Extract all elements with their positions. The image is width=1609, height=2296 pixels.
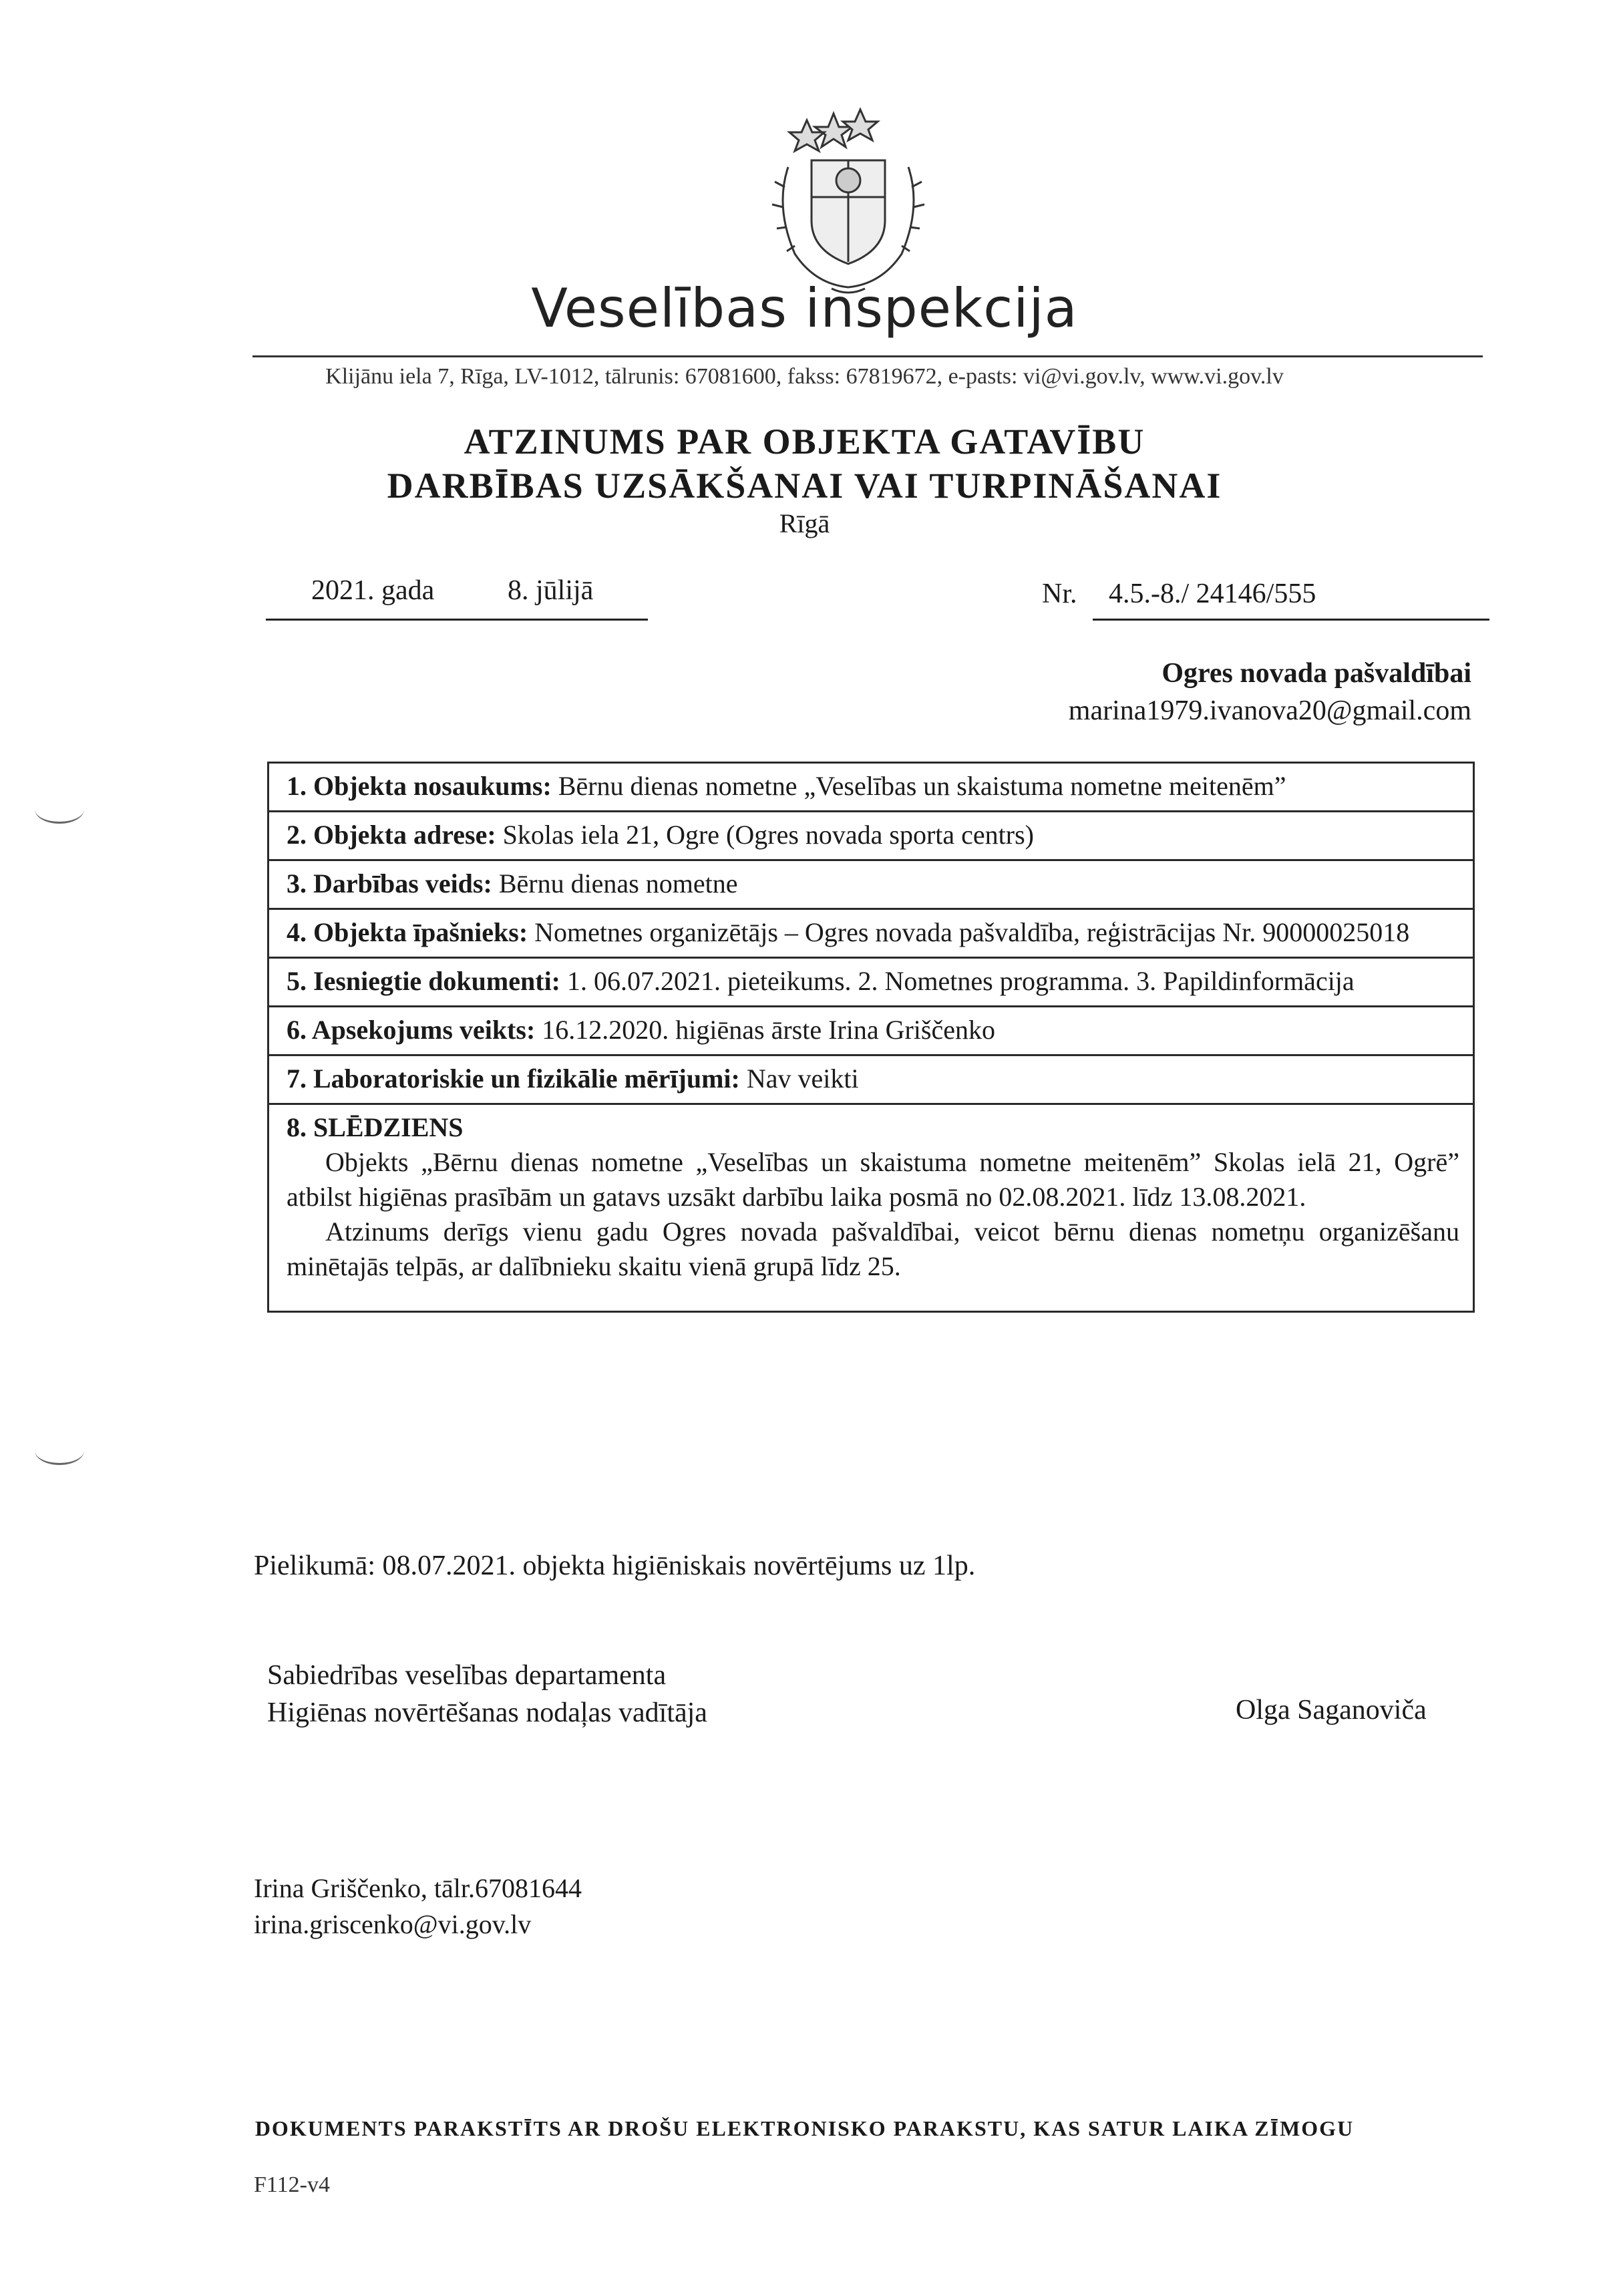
document-place: Rīgā [779,508,830,538]
row-value: Bērnu dienas nometne [498,868,738,898]
contact-person-phone: Irina Griščenko, tālr.67081644 [254,1873,582,1903]
header-divider [252,355,1483,357]
signatory-department [267,1657,707,1732]
form-code: F112-v4 [254,2172,330,2197]
row-label: 3. Darbības veids: [287,868,492,898]
conclusion-paragraph-1: Objekts „Bērnu dienas nometne „Veselības un skaistuma nometne meitenēm” Skolas ielā 21, Ogrē” atbilst higiēnas prasībām un gatavs uzsākt darbību laika posmā no 02.08.2021. līdz 13.08.2021. [287,1147,1459,1212]
table-row [269,763,1474,812]
table-row [269,860,1474,909]
e-signature-note: DOKUMENTS PARAKSTĪTS AR DROŠU ELEKTRONISKO PARAKSTU, KAS SATUR LAIKA ZĪMOGU [254,2116,1355,2140]
department-line-1: Sabiedrības veselības departamenta [267,1660,667,1691]
organization-name: Veselības inspekcija [531,277,1078,339]
table-row [269,812,1474,860]
row-label: 1. Objekta nosaukums: [287,771,552,801]
table-row [269,1007,1474,1055]
document-date [266,575,648,621]
annex-note: Pielikumā: 08.07.2021. objekta higiēniskais novērtējums uz 1lp. [254,1550,976,1581]
row-value: Nometnes organizētājs – Ogres novada pašvaldība, reģistrācijas Nr. 90000025018 [534,917,1410,947]
assessment-table [267,762,1475,1313]
punch-hole-mark [35,795,84,824]
date-day: 8. jūlijā [508,575,594,606]
row-value: Skolas iela 21, Ogre (Ogres novada sporta centrs) [502,820,1034,850]
row-value: Bērnu dienas nometne „Veselības un skaistuma nometne meitenēm” [558,771,1286,801]
organization-contact: Klijānu iela 7, Rīga, LV-1012, tālrunis: 67081600, fakss: 67819672, e-pasts: vi@vi.gov.lv, www.vi.gov.lv [325,364,1284,389]
row-label: 2. Objekta adrese: [287,820,496,850]
table-row [269,909,1474,958]
conclusion-heading: 8. SLĒDZIENS [287,1112,464,1142]
row-label: 6. Apsekojums veikts: [287,1015,536,1045]
row-value: 16.12.2020. higiēnas ārste Irina Griščenko [542,1015,995,1045]
document-title [0,420,1609,508]
row-label: 4. Objekta īpašnieks: [287,917,528,947]
document-number-label: Nr. [1042,579,1077,609]
signatory-name: Olga Saganoviča [1236,1695,1427,1726]
contact-person-email: irina.griscenko@vi.gov.lv [254,1909,532,1939]
recipient-email: marina1979.ivanova20@gmail.com [1068,695,1471,726]
row-label: 5. Iesniegtie dokumenti: [287,966,560,996]
recipient-block [1069,655,1471,729]
conclusion-row [269,1104,1474,1312]
date-year: 2021. gada [311,575,435,606]
document-number [1093,575,1489,621]
row-label: 7. Laboratoriskie un fizikālie mērījumi: [287,1063,740,1094]
title-line-2: DARBĪBAS UZSĀKŠANAI VAI TURPINĀŠANAI [387,466,1222,506]
punch-hole-mark [35,1436,84,1465]
document-number-value: 4.5.-8./ 24146/555 [1109,579,1316,609]
row-value: Nav veikti [746,1063,859,1094]
title-line-1: ATZINUMS PAR OBJEKTA GATAVĪBU [464,422,1145,462]
coat-of-arms-logo [748,107,948,301]
row-value: 1. 06.07.2021. pieteikums. 2. Nometnes programma. 3. Papildinformācija [567,966,1355,996]
conclusion-paragraph-2: Atzinums derīgs vienu gadu Ogres novada pašvaldībai, veicot bērnu dienas nometņu organizēšanu minētajās telpās, ar dalībnieku skaitu vienā grupā līdz 25. [287,1216,1459,1281]
department-line-2: Higiēnas novērtēšanas nodaļas vadītāja [267,1697,707,1728]
contact-person [254,1870,582,1943]
table-row [269,1055,1474,1104]
recipient-name: Ogres novada pašvaldībai [1161,658,1471,689]
table-row [269,958,1474,1007]
